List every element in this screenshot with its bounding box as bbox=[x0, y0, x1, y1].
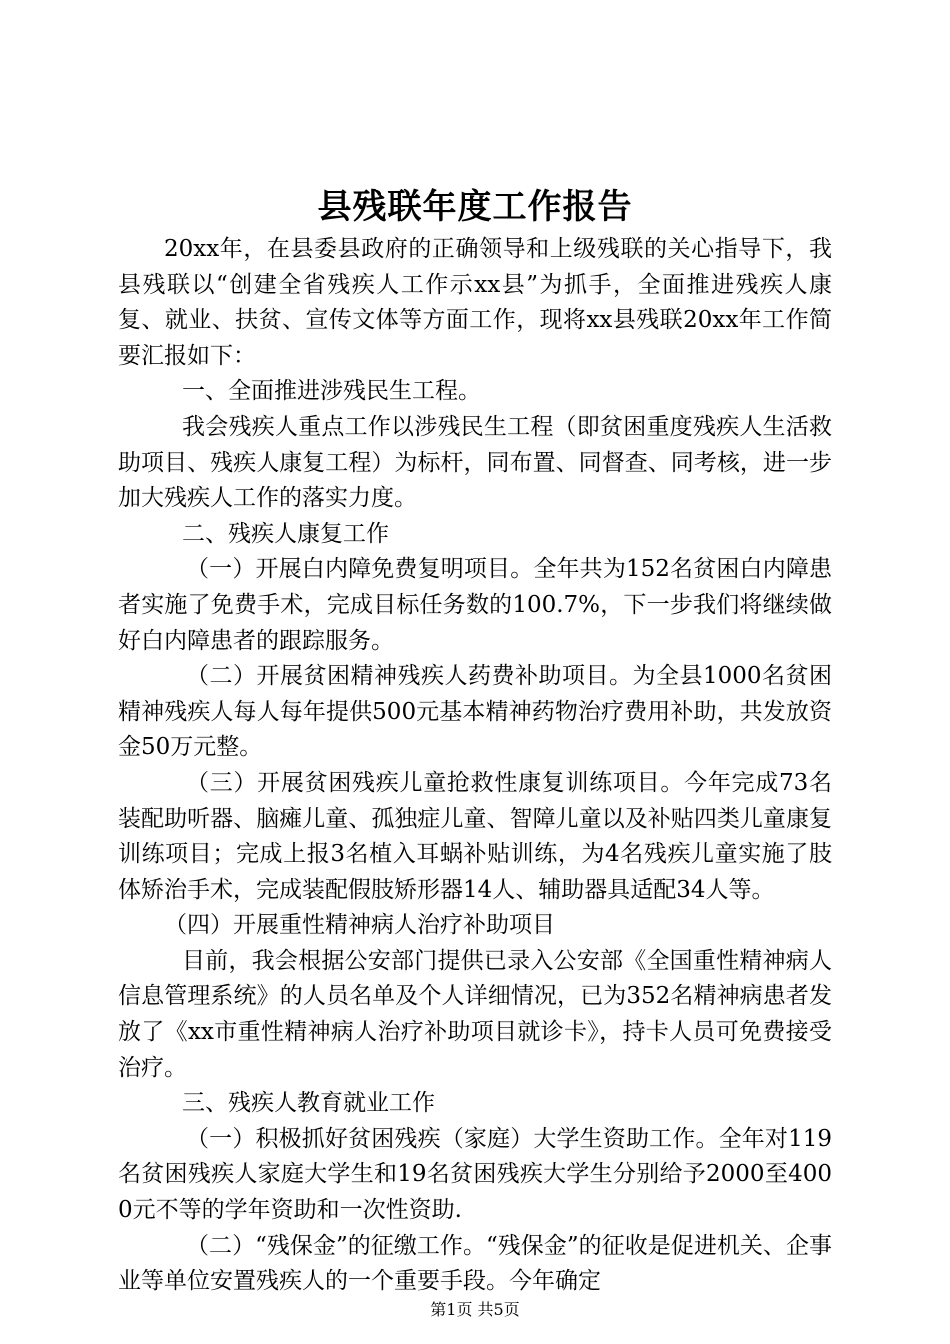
page-number: 第1页 共5页 bbox=[430, 1300, 520, 1319]
document-body bbox=[118, 232, 832, 1300]
section-heading-3: 三、残疾人教育就业工作 bbox=[182, 1090, 435, 1117]
document-title: 县残联年度工作报告 bbox=[317, 187, 633, 227]
paragraph-rehab-3: （三）开展贫困残疾儿童抢救性康复训练项目。今年完成73名装配助听器、脑瘫儿童、孤独症儿童、智障儿童以及补贴四类儿童康复训练项目；完成上报3名植入耳蜗补贴训练，为4名残疾儿童实施了肢体矫治手术，完成装配假肢矫形器14人、辅助器具适配34人等。 bbox=[118, 769, 832, 903]
section-heading-1: 一、全面推进涉残民生工程。 bbox=[182, 378, 481, 405]
paragraph-education-2: （二）“残保金”的征缴工作。“残保金”的征收是促进机关、企事业等单位安置残疾人的一个重要手段。今年确定 bbox=[118, 1232, 832, 1295]
paragraph-section-1: 我会残疾人重点工作以涉残民生工程（即贫困重度残疾人生活救助项目、残疾人康复工程）为标杆，同布置、同督查、同考核，进一步加大残疾人工作的落实力度。 bbox=[118, 413, 832, 512]
paragraph-rehab-4: 目前，我会根据公安部门提供已录入公安部《全国重性精神病人信息管理系统》的人员名单及个人详细情况，已为352名精神病患者发放了《xx市重性精神病人治疗补助项目就诊卡》，持卡人员可免费接受治疗。 bbox=[118, 947, 832, 1081]
paragraph-rehab-2: （二）开展贫困精神残疾人药费补助项目。为全县1000名贫困精神残疾人每人每年提供500元基本精神药物治疗费用补助，共发放资金50万元整。 bbox=[118, 663, 832, 761]
paragraph-rehab-4-heading: （四）开展重性精神病人治疗补助项目 bbox=[164, 912, 555, 939]
section-heading-2: 二、残疾人康复工作 bbox=[182, 520, 389, 547]
paragraph-rehab-1: （一）开展白内障免费复明项目。全年共为152名贫困白内障患者实施了免费手术，完成目标任务数的100.7%，下一步我们将继续做好白内障患者的跟踪服务。 bbox=[118, 556, 832, 654]
paragraph-education-1: （一）积极抓好贫困残疾（家庭）大学生资助工作。全年对119名贫困残疾人家庭大学生和19名贫困残疾大学生分别给予2000至4000元不等的学年资助和一次性资助. bbox=[118, 1125, 832, 1224]
paragraph-intro: 20xx年，在县委县政府的正确领导和上级残联的关心指导下，我县残联以“创建全省残疾人工作示xx县”为抓手，全面推进残疾人康复、就业、扶贫、宣传文体等方面工作，现将xx县残联20xx年工作简要汇报如下： bbox=[118, 236, 832, 369]
